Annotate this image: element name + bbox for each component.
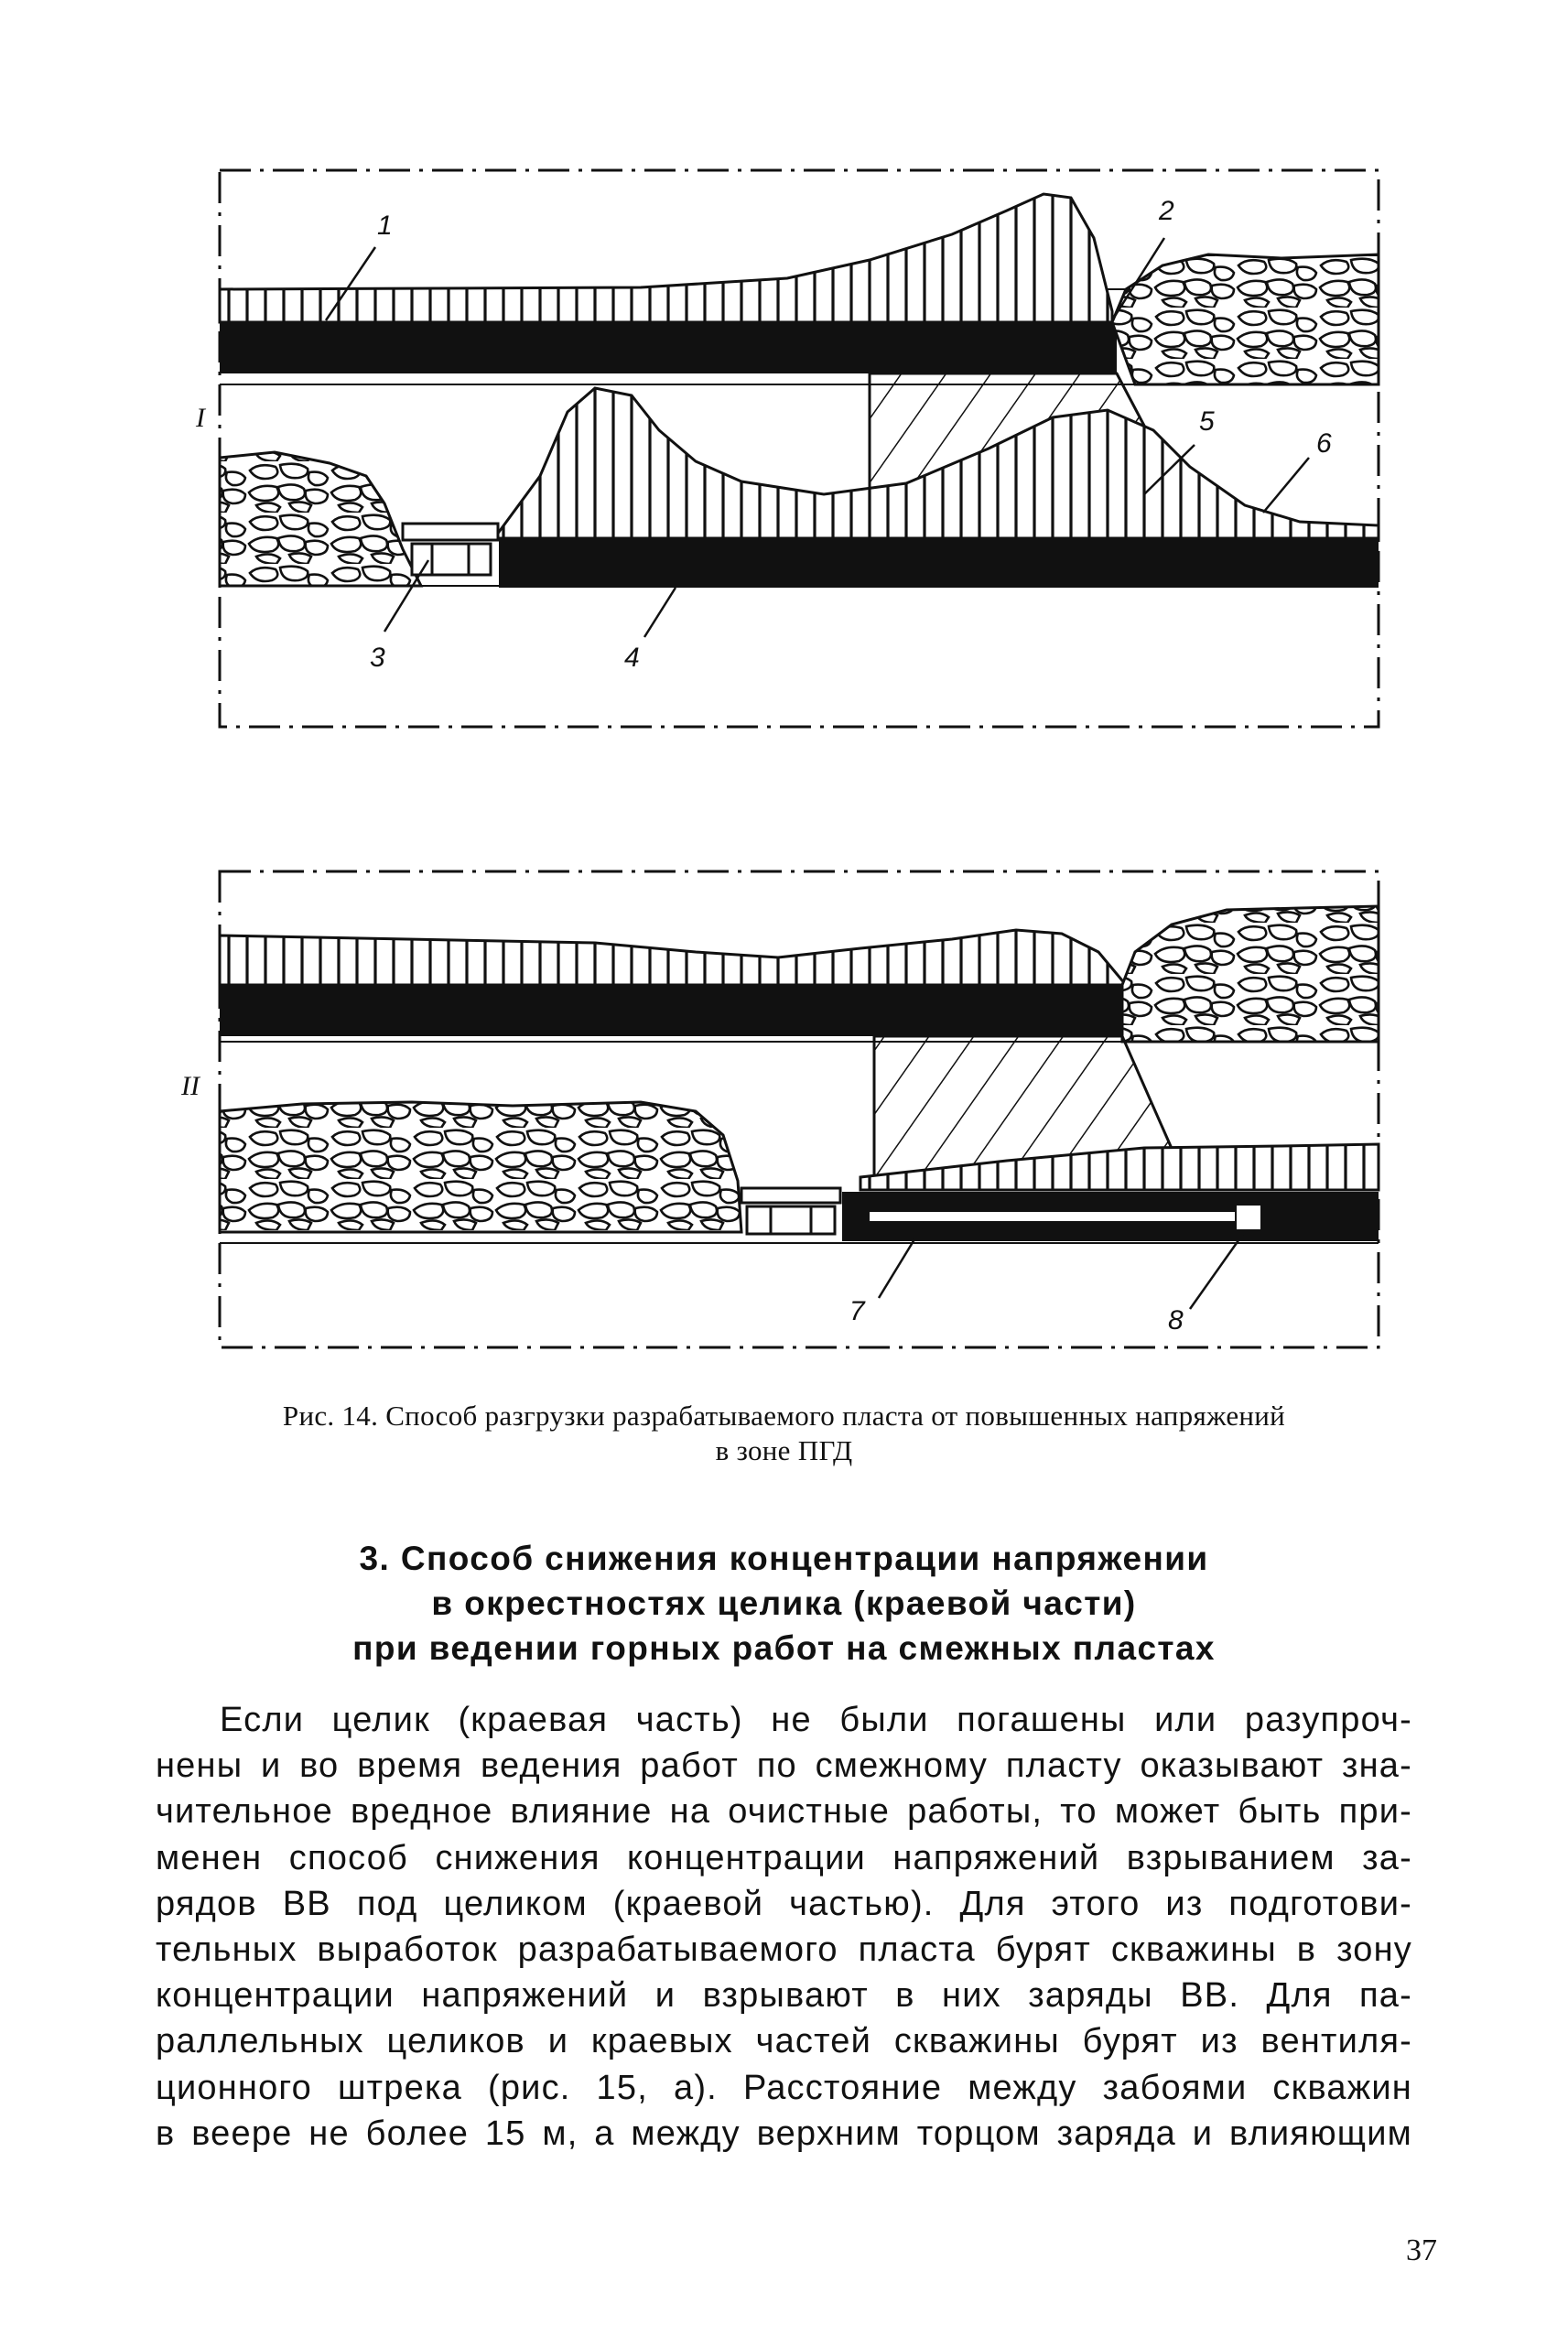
upper-goaf-2 [1122, 906, 1379, 1042]
caption-line-1: Рис. 14. Способ разгрузки разрабатываемого пласта от повышенных напряжений [282, 1400, 1286, 1432]
panel-label-i: I [196, 403, 205, 433]
callout-3: 3 [370, 643, 385, 673]
callout-1: 1 [377, 211, 393, 241]
heading-line-2: в окрестностях целика (краевой части) [431, 1584, 1137, 1622]
caption-line-2: в зоне ПГД [715, 1434, 853, 1466]
page-number: 37 [1406, 2233, 1437, 2267]
panel-label-ii: II [181, 1071, 200, 1101]
upper-seam-2 [220, 985, 1122, 1036]
body-line: тельных выработок разрабатываемого пласта бурят скважины в зону [156, 1930, 1412, 1970]
lower-goaf-1 [220, 452, 421, 586]
callout-2: 2 [1159, 196, 1174, 226]
body-line: Если целик (краевая часть) не были погашены или разупроч- [220, 1701, 1412, 1739]
face-support-1 [403, 524, 498, 575]
body-line: нены и во время ведения работ по смежному пласту оказывают зна- [156, 1746, 1412, 1786]
figure-caption [137, 1399, 1431, 1468]
callout-6: 6 [1316, 428, 1332, 459]
heading-line-1: 3. Способ снижения концентрации напряжении [359, 1540, 1209, 1577]
callout-8: 8 [1168, 1305, 1184, 1336]
body-line: раллельных целиков и краевых частей скважины бурят из вентиля- [156, 2022, 1412, 2061]
lower-seam-1 [499, 538, 1379, 588]
body-line: рядов ВВ под целиком (краевой частью). Для этого из подготови- [156, 1884, 1412, 1923]
upper-stress-diagram-1 [220, 194, 1112, 322]
body-line: концентрации напряжений и взрывают в них заряды ВВ. Для па- [156, 1976, 1412, 2016]
upper-seam-1 [220, 322, 1117, 373]
panel-2 [220, 871, 1379, 1347]
body-line: в веере не более 15 м, а между верхним торцом заряда и влияющим [156, 2114, 1412, 2153]
borehole [870, 1212, 1236, 1221]
face-support-2 [741, 1188, 840, 1234]
lower-goaf-2 [220, 1102, 741, 1232]
body-line: чительное вредное влияние на очистные работы, то может быть при- [156, 1792, 1412, 1832]
upper-goaf-1 [1112, 254, 1379, 384]
section-heading [183, 1536, 1385, 1671]
upper-stress-diagram-2 [220, 930, 1126, 985]
panel-1 [220, 170, 1379, 727]
explosive-charge [1236, 1205, 1261, 1230]
callout-4: 4 [624, 643, 640, 673]
body-line: менен способ снижения концентрации напряжений взрыванием за- [156, 1838, 1412, 1877]
callout-7: 7 [849, 1296, 865, 1326]
callout-5: 5 [1199, 406, 1215, 437]
body-line: ционного штрека (рис. 15, а). Расстояние между забоями скважин [156, 2068, 1412, 2107]
body-paragraph [156, 1697, 1412, 2157]
heading-line-3: при ведении горных работ на смежных пластах [352, 1629, 1216, 1667]
